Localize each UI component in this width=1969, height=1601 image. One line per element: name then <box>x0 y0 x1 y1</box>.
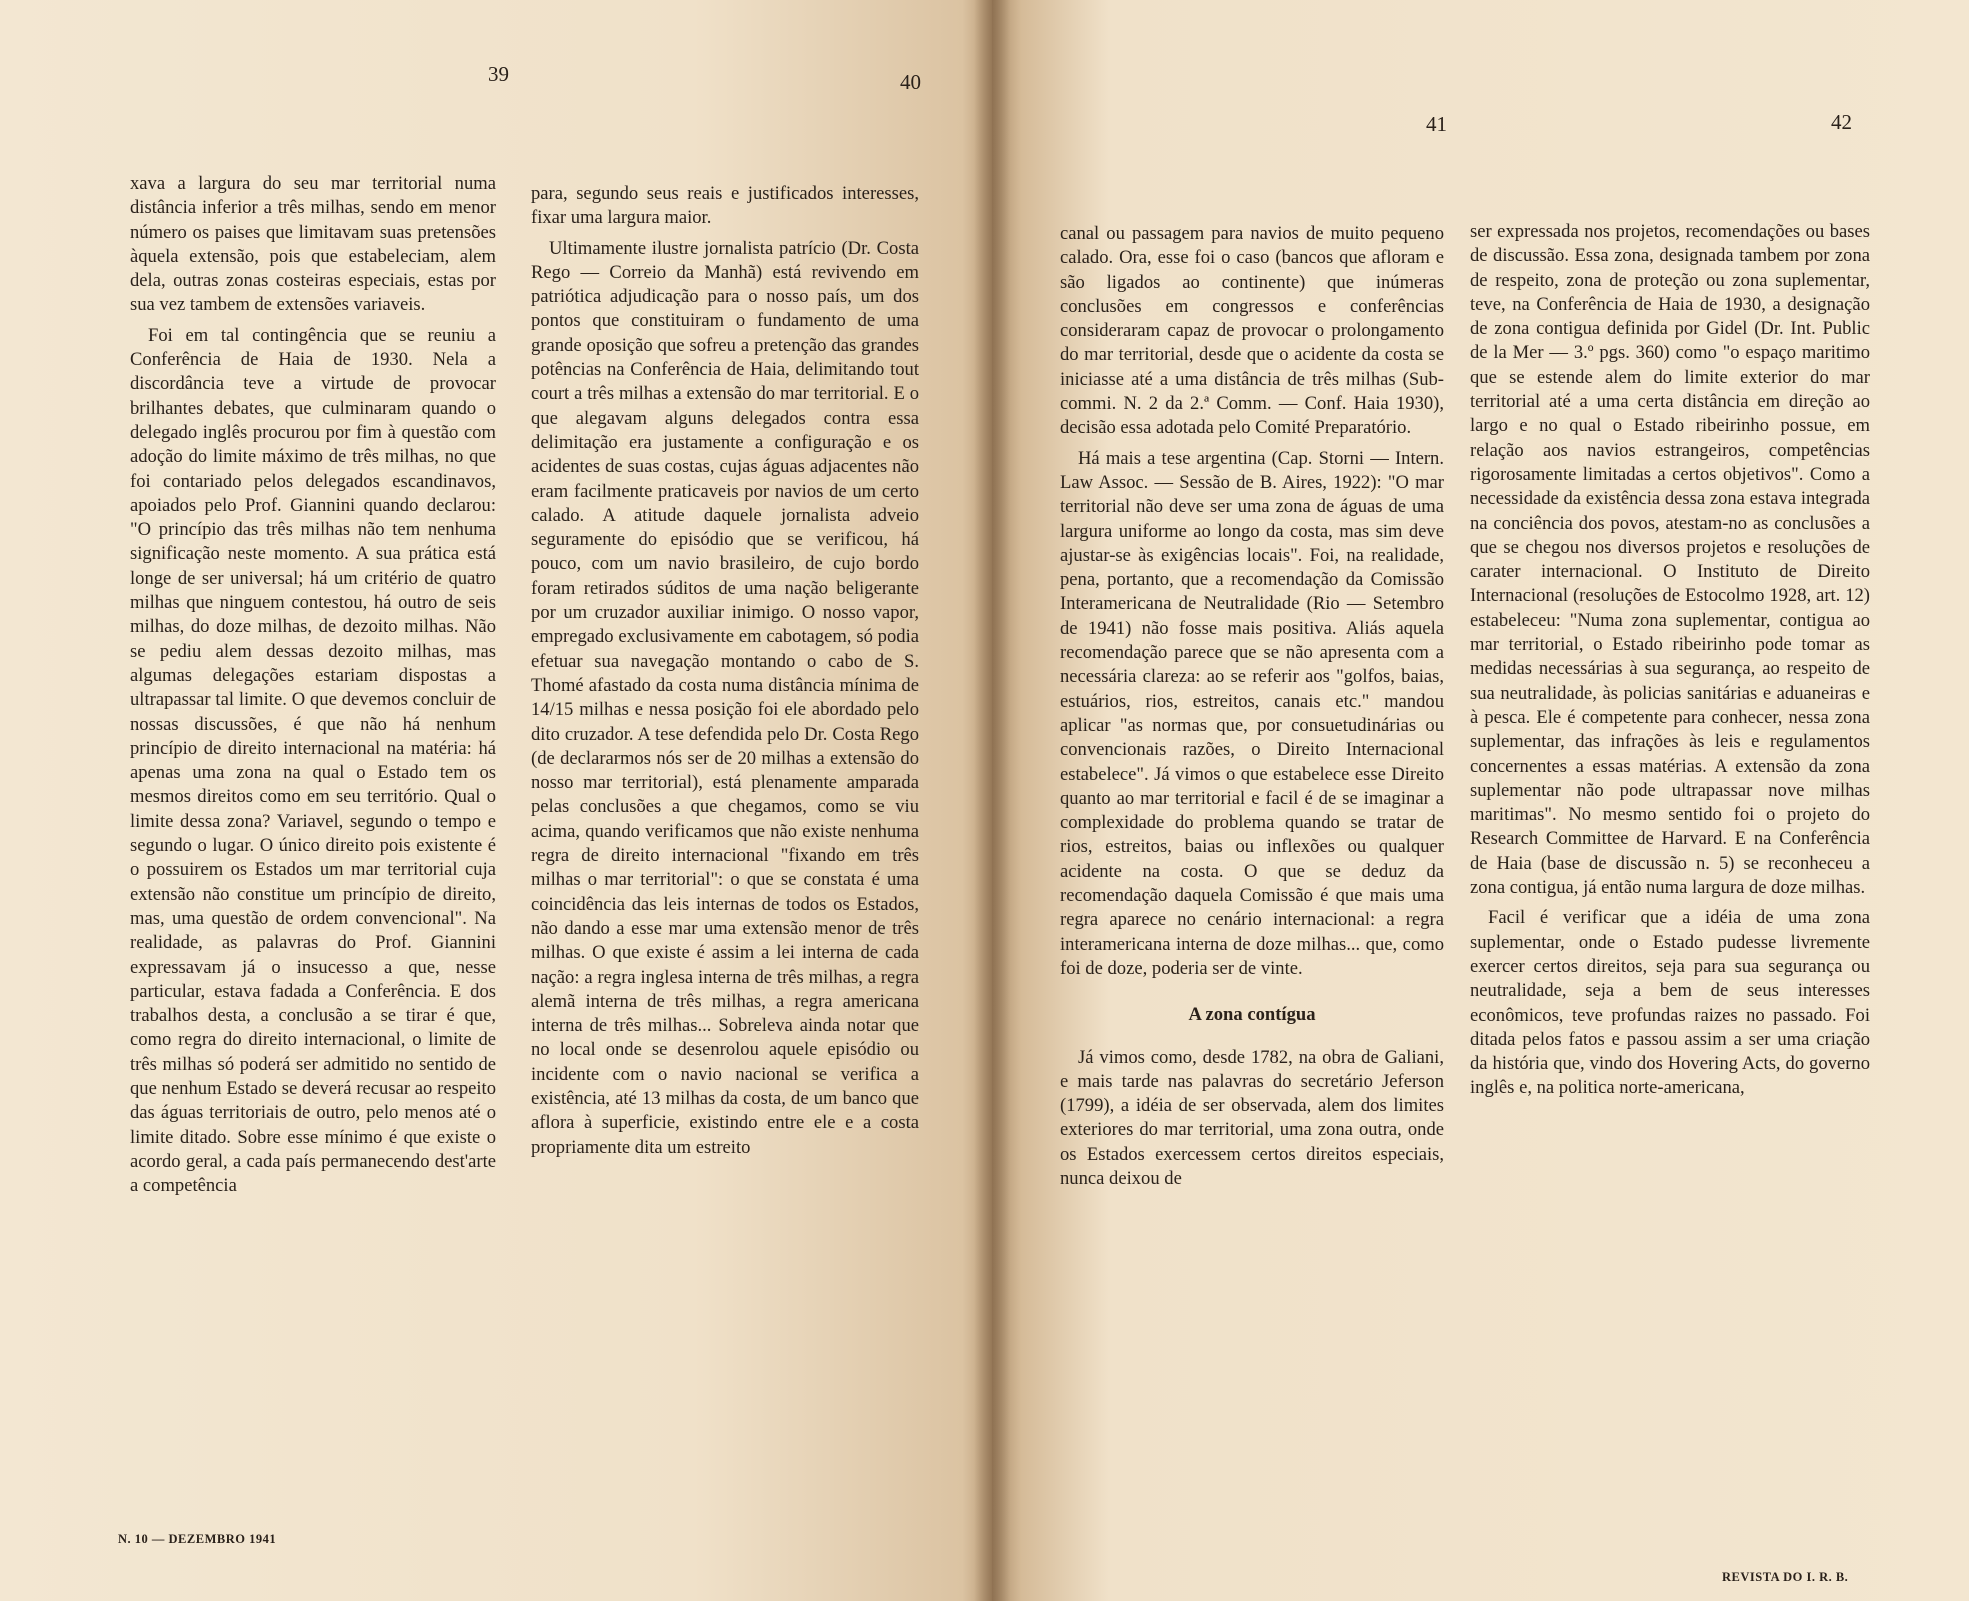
page-number-40: 40 <box>900 70 921 94</box>
paragraph: xava a largura do seu mar territorial numa distância inferior a três milhas, sendo em menor número os paises que limitavam suas pretensões àquela extensão, pois que estabeleciam, alem dela, outras zonas costeiras especiais, estas por sua vez tambem de extensões variaveis. <box>130 173 496 316</box>
column-page-39 <box>130 172 496 1198</box>
paragraph: Há mais a tese argentina (Cap. Storni — Intern. Law Assoc. — Sessão de B. Aires, 1922): "O mar territorial não deve ser uma zona de águas de uma largura uniforme ao longo da costa, mas sim deve ajustar-se às exigências locais". Foi, na realidade, pena, portanto, que a recomendação da Comissão Interamericana de Neutralidade (Rio — Setembro de 1941) não fosse mais positiva. Aliás aquela recomendação parece que se não apresenta com a necessária clareza: ao se referir aos "golfos, baias, estuários, rios, estreitos, canais etc." mandou aplicar "as normas que, por consuetudinárias ou convencionais razões, o Direito Internacional estabelece". Já vimos o que estabelece esse Direito quanto ao mar territorial e facil é de se imaginar a complexidade do problema quando se tratar de rios, estreitos, baias ou inflexões ou qualquer acidente na costa. O que se deduz da recomendação daquela Comissão é que mais uma regra aparece no cenário internacional: a regra interamericana interna de doze milhas... que, como foi de doze, poderia ser de vinte. <box>1060 447 1444 979</box>
paragraph: Foi em tal contingência que se reuniu a Conferência de Haia de 1930. Nela a discordância teve a virtude de provocar brilhantes debates, que culminaram quando o delegado inglês procurou por fim à questão com adoção do limite máximo de três milhas, no que foi contariado pelos delegados escandinavos, apoiados pelo Prof. Giannini quando declarou: "O princípio das três milhas não tem nenhuma significação neste momento. A sua prática está longe de ser universal; há um critério de quatro milhas que ninguem contestou, há outro de seis milhas, do doze milhas, de dezoito milhas. Não se pediu alem dessas dezoito milhas, mas algumas delegações estariam dispostas a ultrapassar tal limite. O que devemos concluir de nossas discussões, é que não há nenhum princípio de direito internacional na matéria: há apenas uma zona na qual o Estado tem os mesmos direitos como em seu território. Qual o limite dessa zona? Variavel, segundo o tempo e segundo o lugar. O único direito pois existente é o possuirem os Estados um mar territorial cuja extensão não constitue um princípio de direito, mas, uma questão de ordem convencional". Na realidade, as palavras do Prof. Giannini expressavam já o insucesso a que, nesse particular, estava fadada a Conferência. E dos trabalhos desta, a conclusão a se tirar é que, como regra do direito internacional, o limite de três milhas só poderá ser admitido no sentido de que nenhum Estado se deverá recusar ao respeito das águas territoriais de outro, pelo menos até o limite ditado. Sobre esse mínimo é que existe o acordo geral, a cada país permanecendo dest'arte a competência <box>130 324 496 1197</box>
page-number-39: 39 <box>488 62 509 86</box>
section-heading: A zona contígua <box>1188 1004 1316 1026</box>
paragraph: Facil é verificar que a idéia de uma zona suplementar, onde o Estado pudesse livremente exercer certos direitos, seja para sua segurança ou neutralidade, seja a bem de seus interesses econômicos, teve profundas raizes no passado. Foi ditada pelos fatos e passou assim a ser uma criação da história que, vindo dos Hovering Acts, do governo inglês e, na politica norte-americana, <box>1470 907 1870 1099</box>
book-gutter <box>974 0 1010 1601</box>
paragraph: Já vimos como, desde 1782, na obra de Galiani, e mais tarde nas palavras do secretário Jeferson (1799), a idéia de ser observada, alem dos limites exteriores do mar territorial, uma zona outra, onde os Estados exercessem certos direitos especiais, nunca deixou de <box>1060 1046 1444 1189</box>
column-page-42 <box>1470 220 1870 1101</box>
paragraph: canal ou passagem para navios de muito pequeno calado. Ora, esse foi o caso (bancos que afloram e são ligados ao continente) que inúmeras conclusões em congressos e conferências consideraram capaz de provocar o prolongamento do mar territorial, desde que o acidente da costa se iniciasse até a uma distância de três milhas (Sub-commi. N. 2 da 2.ª Comm. — Conf. Haia 1930), decisão essa adotada pelo Comité Preparatório. <box>1060 223 1444 439</box>
paragraph: Ultimamente ilustre jornalista patrício (Dr. Costa Rego — Correio da Manhã) está revivendo em patriótica adjudicação para o nosso país, um dos pontos que constituiram o fundamento de uma grande oposição que sofreu a pretenção das grandes potências na Conferência de Haia, delimitando tout court a três milhas a extensão do mar territorial. E o que alegavam alguns delegados contra essa delimitação era justamente a configuração e os acidentes de suas costas, cujas águas adjacentes não eram facilmente praticaveis por navios de um certo calado. A atitude daquele jornalista adveio seguramente do episódio que se verificou, há pouco, com um navio brasileiro, de cujo bordo foram retirados súditos de uma nação beligerante por um cruzador auxiliar inimigo. O nosso vapor, empregado exclusivamente em cabotagem, só podia efetuar sua navegação montando o cabo de S. Thomé afastado da costa numa distância mínima de 14/15 milhas e nessa posição foi ele abordado pelo dito cruzador. A tese defendida pelo Dr. Costa Rego (de declararmos nós ser de 20 milhas a extensão do nosso mar territorial), está plenamente amparada pelas conclusões a que chegamos, como se viu acima, quando verificamos que não existe nenhuma regra de direito internacional "fixando em três milhas o mar territorial": o que se constata é uma coincidência das leis internas de todos os Estados, não dando a esse mar uma extensão menor de três milhas. O que existe é assim a lei interna de cada nação: a regra inglesa interna de três milhas, a regra alemã interna de três milhas, a regra americana interna de três milhas... Sobreleva ainda notar que no local onde se desenrolou aquele episódio ou incidente com o navio nacional se verifica a existência, até 13 milhas da costa, de um banco que aflora à superficie, existindo entre ele e a costa propriamente dita um estreito <box>531 237 919 1158</box>
footer-issue: N. 10 — DEZEMBRO 1941 <box>118 1532 277 1546</box>
paragraph: para, segundo seus reais e justificados interesses, fixar uma largura maior. <box>531 183 919 229</box>
page-number-42: 42 <box>1831 110 1852 134</box>
right-page <box>992 0 1969 1601</box>
column-page-41 <box>1060 222 1444 1191</box>
footer-journal: REVISTA DO I. R. B. <box>1722 1570 1849 1584</box>
column-page-40 <box>531 182 919 1160</box>
paragraph: ser expressada nos projetos, recomendações ou bases de discussão. Essa zona, designada tambem por zona de respeito, zona de proteção ou zona suplementar, teve, na Conferência de Haia de 1930, a designação de zona contigua definida por Gidel (Dr. Int. Public de la Mer — 3.º pgs. 360) como "o espaço maritimo que se estende alem do limite exterior do mar territorial até a uma certa distância em direção ao largo e no qual o Estado ribeirinho possue, em relação aos navios estrangeiros, competências rigorosamente limitadas a certos objetivos". Como a necessidade da existência dessa zona estava integrada na conciência dos povos, atestam-no as conclusões a que se chegou nos diversos projetos e resoluções de carater internacional. O Instituto de Direito Internacional (resoluções de Estocolmo 1928, art. 12) estabeleceu: "Numa zona suplementar, contigua ao mar territorial, o Estado ribeirinho pode tomar as medidas necessárias à sua segurança, ao respeito de sua neutralidade, às policias sanitárias e aduaneiras e à pesca. Ele é competente para conhecer, nessa zona suplementar, das infrações às leis e regulamentos concernentes a essas matérias. A extensão da zona suplementar não pode ultrapassar nove milhas maritimas". No mesmo sentido foi o projeto do Research Committee de Harvard. E na Conferência de Haia (base de discussão n. 5) se reconheceu a zona contigua, já então numa largura de doze milhas. <box>1470 221 1870 899</box>
page-number-41: 41 <box>1426 112 1447 136</box>
